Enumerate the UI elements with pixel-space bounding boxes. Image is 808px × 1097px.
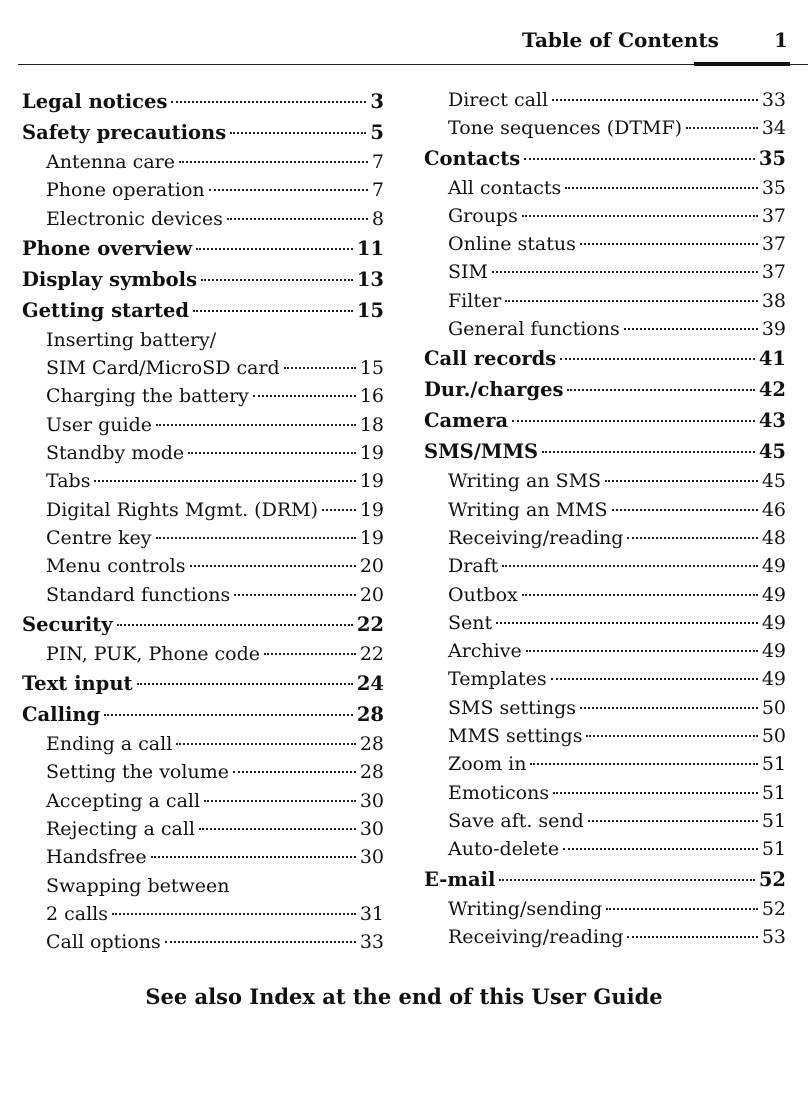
toc-entry-page: 13 [356,267,384,291]
dot-leader [171,101,366,103]
toc-entry-page: 8 [371,207,384,230]
toc-entry-label: All contacts [448,176,562,199]
dot-leader [565,187,758,189]
toc-entry-label: Phone operation [46,179,205,202]
dot-leader [526,650,758,652]
dot-leader [560,358,755,360]
toc-subsection-entry[interactable] [424,895,786,923]
toc-entry-page: 37 [761,204,786,227]
toc-entry-label: Groups [448,204,518,227]
toc-entry-page: 31 [359,902,384,925]
dot-leader [502,565,758,567]
toc-subsection-entry[interactable] [22,581,384,609]
toc-section-entry[interactable] [22,668,384,699]
toc-entry-page: 42 [758,378,786,402]
toc-entry-label: Call options [46,931,161,954]
toc-entry-page: 16 [359,385,384,408]
page-number: 1 [774,28,788,52]
toc-entry-label: Standard functions [46,583,231,606]
toc-entry-label: Calling [22,703,101,727]
toc-entry-page: 35 [758,146,786,170]
toc-section-entry[interactable] [22,699,384,730]
dot-leader [190,565,356,567]
toc-entry-page: 45 [761,470,786,493]
toc-entry-page: 30 [359,846,384,869]
dot-leader [522,215,758,217]
toc-entry-label: Dur./charges [424,378,564,402]
toc-subsection-entry[interactable] [424,230,786,258]
dot-leader [322,509,356,511]
toc-entry-page: 45 [758,440,786,464]
toc-entry-page: 18 [359,413,384,436]
toc-section-entry[interactable] [22,609,384,640]
toc-entry-page: 50 [761,696,786,719]
toc-entry-page: 30 [359,789,384,812]
toc-subsection-entry[interactable] [22,382,384,410]
toc-entry-label: Call records [424,347,557,371]
toc-entry-page: 22 [359,642,384,665]
toc-entry-label: Auto-delete [448,838,560,861]
toc-entry-page: 48 [761,526,786,549]
dot-leader [512,420,755,422]
toc-entry-page: 28 [359,761,384,784]
toc-subsection-entry[interactable] [22,787,384,815]
toc-entry-label: Standby mode [46,442,185,465]
dot-leader [94,480,355,482]
toc-section-entry[interactable] [424,374,786,405]
toc-entry-label: Setting the volume [46,761,229,784]
toc-entry-label: Online status [448,233,576,256]
toc-entry-page: 39 [761,318,786,341]
dot-leader [627,537,757,539]
dot-leader [567,389,754,391]
toc-entry-label: Contacts [424,146,521,170]
toc-subsection-entry[interactable] [424,923,786,951]
dot-leader [264,653,356,655]
toc-section-entry[interactable] [424,343,786,374]
toc-entry-label: User guide [46,413,153,436]
toc-entry-page: 53 [761,925,786,948]
toc-entry-page: 51 [761,809,786,832]
dot-leader [165,941,356,943]
page-title: Table of Contents [522,28,719,52]
toc-section-entry[interactable] [22,86,384,117]
toc-subsection-entry[interactable] [424,609,786,637]
toc-subsection-entry[interactable] [22,552,384,580]
toc-entry-label: Writing/sending [448,897,603,920]
toc-entry-page: 46 [761,498,786,521]
toc-section-entry[interactable] [22,233,384,264]
toc-entry-label: Receiving/reading [448,925,624,948]
toc-entry-page: 49 [761,668,786,691]
toc-subsection-entry[interactable] [22,928,384,956]
toc-subsection-entry[interactable] [424,552,786,580]
dot-leader [624,328,758,330]
toc-subsection-entry[interactable] [424,467,786,495]
toc-subsection-entry[interactable] [424,202,786,230]
dot-leader [112,913,356,915]
toc-entry-label: Text input [22,672,133,696]
toc-entry-label: Rejecting a call [46,818,195,841]
toc-entry-page: 3 [370,90,384,113]
toc-subsection-entry[interactable] [424,835,786,863]
header-rule-accent [694,62,790,66]
toc-subsection-entry[interactable] [22,439,384,467]
toc-entry-label: Sent [448,611,493,634]
toc-entry-label: Charging the battery [46,385,249,408]
toc-entry-page: 49 [761,640,786,663]
toc-entry-label: Receiving/reading [448,526,624,549]
toc-subsection-entry[interactable] [424,722,786,750]
dot-leader [496,622,758,624]
toc-subsection-entry[interactable] [22,843,384,871]
toc-entry-label: Inserting battery/ [46,328,217,351]
toc-subsection-entry[interactable] [22,815,384,843]
toc-entry-label: Direct call [448,89,549,111]
dot-leader [196,248,353,250]
toc-column-right [424,86,786,951]
toc-subsection-entry[interactable] [22,411,384,439]
toc-entry-label: E-mail [424,867,496,891]
dot-leader [552,99,758,101]
toc-entry-page: 41 [758,347,786,371]
toc-subsection-entry[interactable] [424,524,786,552]
toc-entry-page: 49 [761,583,786,606]
toc-entry-label: 2 calls [46,902,109,925]
toc-subsection-entry[interactable] [424,581,786,609]
dot-leader [553,792,758,794]
toc-entry-page: 30 [359,818,384,841]
dot-leader [234,594,356,596]
toc-entry-label: Handsfree [46,846,147,869]
toc-entry-label: Camera [424,409,509,433]
toc-entry-page: 37 [761,261,786,284]
toc-entry-page: 33 [359,931,384,954]
dot-leader [563,848,758,850]
toc-subsection-entry[interactable] [22,640,384,668]
dot-leader [176,743,356,745]
toc-entry-page: 50 [761,725,786,748]
toc-entry-page: 7 [371,151,384,173]
toc-subsection-entry[interactable] [424,694,786,722]
toc-subsection-entry[interactable] [424,750,786,778]
toc-subsection-entry[interactable] [424,114,786,142]
dot-leader [686,127,758,129]
dot-leader [284,367,356,369]
dot-leader [588,820,758,822]
toc-subsection-entry[interactable] [424,496,786,524]
toc-subsection-entry[interactable] [22,496,384,524]
toc-entry-page: 52 [758,867,786,891]
toc-entry-label: Save aft. send [448,809,584,832]
toc-entry-label: Safety precautions [22,121,227,144]
toc-entry-label: Electronic devices [46,207,223,230]
toc-subsection-entry[interactable] [424,315,786,343]
toc-entry-page: 51 [761,753,786,776]
dot-leader [204,800,356,802]
dot-leader [612,509,758,511]
toc-entry-page: 52 [761,897,786,920]
toc-entry-page: 5 [370,121,384,144]
toc-entry-label: Accepting a call [46,789,201,812]
toc-subsection-entry[interactable] [424,637,786,665]
toc-entry-label: Outbox [448,583,518,606]
toc-entry-page: 20 [359,555,384,578]
toc-subsection-entry[interactable] [22,326,384,354]
dot-leader [606,908,758,910]
toc-entry-page: 51 [761,838,786,861]
toc-entry-label: Menu controls [46,555,186,578]
toc-subsection-entry[interactable] [22,872,384,900]
toc-subsection-entry[interactable] [22,524,384,552]
dot-leader [104,714,353,716]
dot-leader [605,480,758,482]
toc-entry-page: 15 [359,357,384,380]
dot-leader [233,771,356,773]
dot-leader [117,624,353,626]
toc-entry-page: 43 [758,409,786,433]
toc-entry-label: Display symbols [22,267,198,291]
dot-leader [499,879,754,881]
toc-entry-label: Phone overview [22,236,193,260]
dot-leader [201,279,353,281]
dot-leader [580,243,758,245]
dot-leader [586,735,757,737]
toc-entry-page: 11 [356,236,384,260]
toc-entry-page: 19 [359,470,384,493]
toc-subsection-entry[interactable] [22,205,384,233]
dot-leader [227,218,368,220]
toc-entry-page: 37 [761,233,786,256]
toc-subsection-entry[interactable] [22,758,384,786]
toc-entry-page: 15 [356,298,384,322]
toc-entry-page: 20 [359,583,384,606]
toc-entry-label: Antenna care [46,151,175,173]
toc-subsection-entry[interactable] [424,258,786,286]
toc-subsection-entry[interactable] [424,86,786,114]
dot-leader [522,594,758,596]
dot-leader [193,310,353,312]
dot-leader [199,828,356,830]
toc-entry-label: Emoticons [448,781,550,804]
dot-leader [209,189,368,191]
toc-entry-label: Legal notices [22,90,168,113]
toc-entry-page: 51 [761,781,786,804]
toc-subsection-entry[interactable] [22,467,384,495]
toc-subsection-entry[interactable] [424,665,786,693]
toc-entry-page: 49 [761,611,786,634]
toc-entry-label: Swapping between [46,874,230,897]
toc-entry-page: 28 [356,703,384,727]
toc-subsection-entry[interactable] [424,807,786,835]
header-rule [18,64,808,65]
toc-subsection-entry[interactable] [22,354,384,382]
toc-entry-label: SIM Card/MicroSD card [46,357,280,380]
toc-entry-label: Getting started [22,298,190,322]
page-header [0,22,808,62]
dot-leader [188,452,356,454]
dot-leader [627,936,757,938]
toc-entry-page: 38 [761,289,786,312]
toc-entry-label: Tone sequences (DTMF) [448,117,683,140]
toc-entry-page: 35 [761,176,786,199]
toc-section-entry[interactable] [424,436,786,467]
toc-subsection-entry[interactable] [22,730,384,758]
toc-entry-label: SMS/MMS [424,440,539,464]
toc-subsection-entry[interactable] [424,779,786,807]
dot-leader [156,537,356,539]
dot-leader [542,451,755,453]
dot-leader [230,132,366,134]
dot-leader [530,763,757,765]
toc-entry-label: SMS settings [448,696,577,719]
toc-section-entry[interactable] [22,117,384,148]
toc-entry-page: 7 [371,179,384,202]
dot-leader [505,300,758,302]
toc-entry-label: Centre key [46,526,152,549]
toc-entry-label: Templates [448,668,547,691]
toc-subsection-entry[interactable] [22,900,384,928]
dot-leader [551,678,758,680]
toc-entry-page: 33 [761,89,786,111]
toc-subsection-entry[interactable] [22,176,384,204]
toc-section-entry[interactable] [424,405,786,436]
dot-leader [253,395,356,397]
dot-leader [580,707,758,709]
toc-section-entry[interactable] [424,864,786,895]
dot-leader [524,158,755,160]
toc-entry-label: Zoom in [448,753,527,776]
toc-entry-label: Writing an MMS [448,498,608,521]
dot-leader [156,424,356,426]
toc-entry-page: 19 [359,526,384,549]
toc-section-entry[interactable] [22,295,384,326]
toc-entry-page: 22 [356,612,384,636]
dot-leader [151,856,356,858]
toc-entry-label: General functions [448,318,620,341]
toc-section-entry[interactable] [22,264,384,295]
index-note: See also Index at the end of this User Guide [145,984,663,1009]
toc-entry-label: Draft [448,555,499,578]
toc-entry-page: 24 [356,672,384,696]
toc-entry-label: Digital Rights Mgmt. (DRM) [46,498,319,521]
toc-entry-page: 49 [761,555,786,578]
toc-subsection-entry[interactable] [22,148,384,176]
toc-entry-label: MMS settings [448,725,583,748]
toc-entry-label: Ending a call [46,733,173,756]
toc-entry-page: 19 [359,498,384,521]
dot-leader [179,161,368,163]
toc-subsection-entry[interactable] [424,174,786,202]
toc-entry-label: Writing an SMS [448,470,602,493]
toc-subsection-entry[interactable] [424,287,786,315]
toc-entry-page: 28 [359,733,384,756]
toc-entry-page: 34 [761,117,786,140]
toc-entry-label: PIN, PUK, Phone code [46,642,260,665]
toc-entry-label: Archive [448,640,522,663]
toc-section-entry[interactable] [424,143,786,174]
toc-entry-label: SIM [448,261,488,284]
toc-entry-label: Tabs [46,470,91,493]
dot-leader [137,683,353,685]
dot-leader [492,271,758,273]
toc-entry-page: 19 [359,442,384,465]
toc-column-left [22,86,384,957]
toc-entry-label: Filter [448,289,502,312]
toc-entry-label: Security [22,612,113,636]
